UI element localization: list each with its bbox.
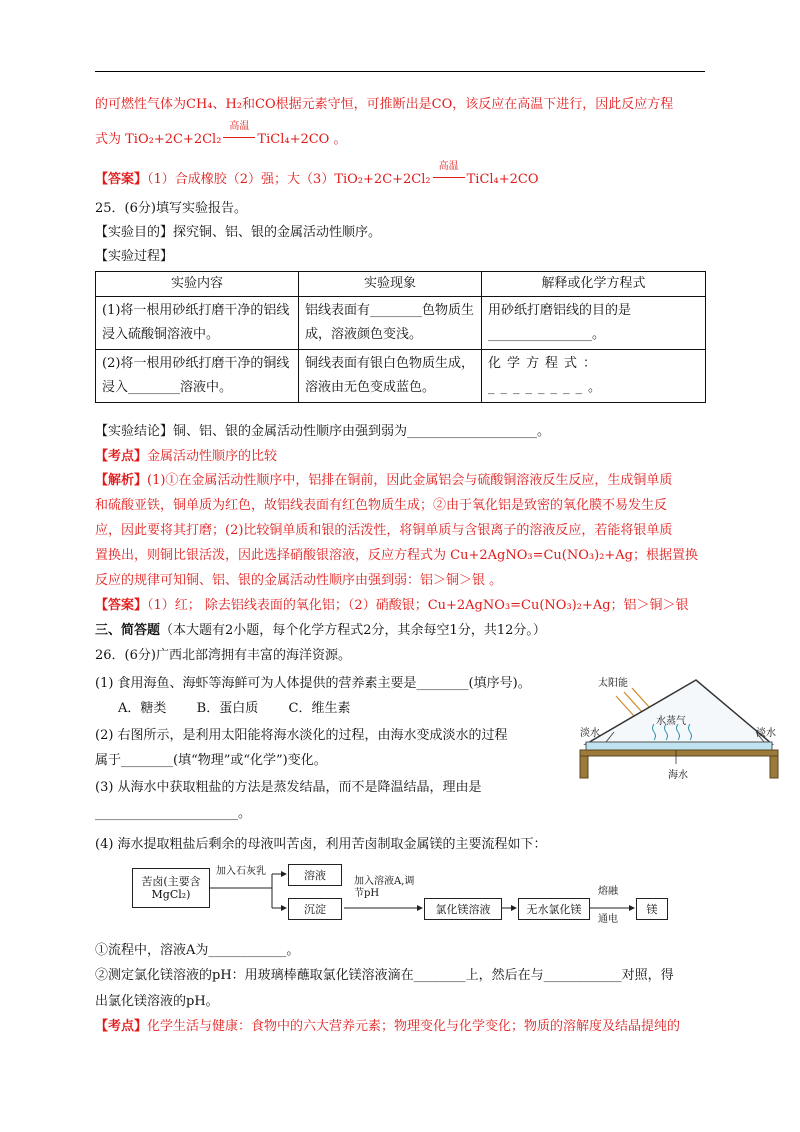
answer-text: （1）红； 除去铝线表面的氧化铝；（2）硝酸银；Cu+2AgNO₃=Cu(NO₃)₂+Ag；铝＞铜＞银 (147, 598, 689, 613)
answer-tag: 【答案】 (95, 598, 148, 613)
equation-line (95, 121, 347, 149)
answer-tag: 【答案】 (95, 172, 148, 187)
section-note: （本大题有2小题，每个化学方程式2分，其余每空1分，共12分。） (160, 623, 546, 638)
kaodian-text: 金属活动性顺序的比较 (147, 449, 278, 464)
jiexi-line-1 (95, 472, 672, 490)
fresh-water-right-label: 淡水 (756, 728, 776, 739)
answer-25-line (95, 597, 689, 615)
flow-box-anhydrous-mgcl2: 无水氯化镁 (518, 898, 590, 920)
question-26-part-4b-line2: 出氯化镁溶液的pH。 (95, 994, 219, 1009)
table-row (96, 297, 706, 350)
table-cell: 铝线表面有________色物质生成，溶液颜色变浅。 (299, 297, 482, 350)
kaodian-tag: 【考点】 (95, 1019, 148, 1034)
analysis-continuation-line (95, 96, 673, 114)
option-c: C．维生素 (288, 701, 351, 716)
answer-24-line (95, 161, 539, 189)
experiment-table (95, 271, 706, 403)
header-rule (95, 71, 705, 72)
flow-box-magnesium: 镁 (636, 898, 668, 920)
question-26-part-4: (4) 海水提取粗盐后剩余的母液叫苦卤，利用苦卤制取金属镁的主要流程如下： (95, 837, 547, 852)
reaction-condition: 高温 (431, 170, 467, 184)
question-26-title: 26．(6分)广西北部湾拥有丰富的海洋资源。 (95, 648, 351, 663)
table-cell: 铜线表面有银白色物质生成，溶液由无色变成蓝色。 (299, 350, 482, 403)
answer-text: （1）合成橡胶（2）强；大（3）TiO₂+2C+2Cl₂ (147, 172, 431, 187)
sun-label: 太阳能 (598, 678, 628, 689)
flow-label-melt: 熔融 (598, 886, 618, 897)
jiexi-tag: 【解析】 (95, 473, 148, 488)
question-26-part-3a: (3) 从海水中获取粗盐的方法是蒸发结晶，而不是降温结晶，理由是 (95, 780, 482, 795)
table-cell: 用砂纸打磨铝线的目的是________________。 (482, 297, 706, 350)
jiexi-line-5: 反应的规律可知铜、铝、银的金属活动性顺序由强到弱：铝＞铜＞银 。 (95, 573, 503, 588)
vapor-label: 水蒸气 (656, 716, 686, 727)
question-26-part-4b-line1: ②测定氯化镁溶液的pH：用玻璃棒蘸取氯化镁溶液滴在________上，然后在与____________对照，得 (95, 968, 674, 983)
table-cell: (2)将一根用砂纸打磨干净的铜线浸入________溶液中。 (96, 350, 299, 403)
flow-label-electrolysis: 通电 (598, 914, 618, 925)
reaction-condition: 高温 (221, 130, 257, 144)
magnesium-flow-diagram (132, 862, 672, 930)
fresh-water-left-label: 淡水 (580, 728, 600, 739)
experiment-process-label: 【实验过程】 (95, 249, 174, 264)
jiexi-line-4: 置换出，则铜比银活泼，因此选择硝酸银溶液，反应方程式为 Cu+2AgNO₃=Cu(NO₃)₂+Ag；根据置换 (95, 548, 698, 563)
flow-label-add-lime: 加入石灰乳 (216, 866, 266, 877)
kaodian-26 (95, 1018, 680, 1036)
question-26-part-4a: ①流程中，溶液A为____________。 (95, 943, 300, 958)
table-row (96, 350, 706, 403)
jiexi-line-3: 应，因此要将其打磨；(2)比较铜单质和银的活泼性，将铜单质与含银离子的溶液反应，若能将银单质 (95, 523, 673, 538)
equation-right: TiCl₄+2CO 。 (257, 132, 347, 147)
question-26-part-3b: ______________________。 (95, 806, 252, 821)
kaodian-tag: 【考点】 (95, 449, 148, 464)
question-26-part-2b: 属于________(填“物理”或“化学”)变化。 (95, 753, 327, 768)
answer-equation-right: TiCl₄+2CO (466, 172, 539, 187)
option-b: B．蛋白质 (196, 701, 259, 716)
jiexi-line-2: 和硫酸亚铁，铜单质为红色，故铝线表面有红色物质生成；②由于氧化铝是致密的氧化膜不易发生反 (95, 498, 668, 513)
flow-label-add-a: 加入溶液A,调节pH (354, 876, 415, 899)
table-header-row (96, 272, 706, 297)
sea-water-label: 海水 (668, 770, 688, 781)
analysis-text: 的可燃性气体为CH₄、H₂和CO根据元素守恒，可推断出是CO，该反应在高温下进行，因此反应方程 (95, 97, 674, 112)
question-26-part-1: (1) 食用海鱼、海虾等海鲜可为人体提供的营养素主要是________(填序号)。 (95, 676, 531, 691)
table-header: 解释或化学方程式 (482, 272, 706, 297)
jiexi-text: (1)①在金属活动性顺序中，铝排在铜前，因此金属铝会与硫酸铜溶液反生反应，生成铜单质 (147, 473, 673, 488)
option-a: A．糖类 (118, 701, 167, 716)
equation-left: 式为 TiO₂+2C+2Cl₂ (95, 132, 222, 147)
kaodian-25 (95, 448, 277, 466)
experiment-conclusion: 【实验结论】铜、铝、银的金属活动性顺序由强到弱为____________________。 (95, 424, 551, 439)
table-header: 实验内容 (96, 272, 299, 297)
flow-box-precipitate: 沉淀 (288, 898, 342, 920)
table-cell: (1)将一根用砂纸打磨干净的铝线浸入硫酸铜溶液中。 (96, 297, 299, 350)
solar-desalination-figure (576, 672, 794, 782)
flow-box-mgcl2-solution: 氯化镁溶液 (424, 898, 502, 920)
kaodian-text: 化学生活与健康：食物中的六大营养元素；物理变化与化学变化；物质的溶解度及结晶提纯的 (147, 1019, 681, 1034)
options-row (118, 700, 350, 718)
flow-box-solution: 溶液 (288, 864, 342, 886)
section-title: 三、简答题 (95, 623, 161, 638)
section-3-heading (95, 622, 546, 640)
question-25-title: 25．(6分)填写实验报告。 (95, 201, 247, 216)
table-header: 实验现象 (299, 272, 482, 297)
flow-box-bittern: 苦卤(主要含MgCl₂) (132, 868, 210, 908)
experiment-purpose: 【实验目的】探究铜、铝、银的金属活动性顺序。 (95, 225, 382, 240)
table-cell: 化学方程式：________。 (482, 350, 706, 403)
question-26-part-2a: (2) 右图所示，是利用太阳能将海水淡化的过程，由海水变成淡水的过程 (95, 728, 508, 743)
